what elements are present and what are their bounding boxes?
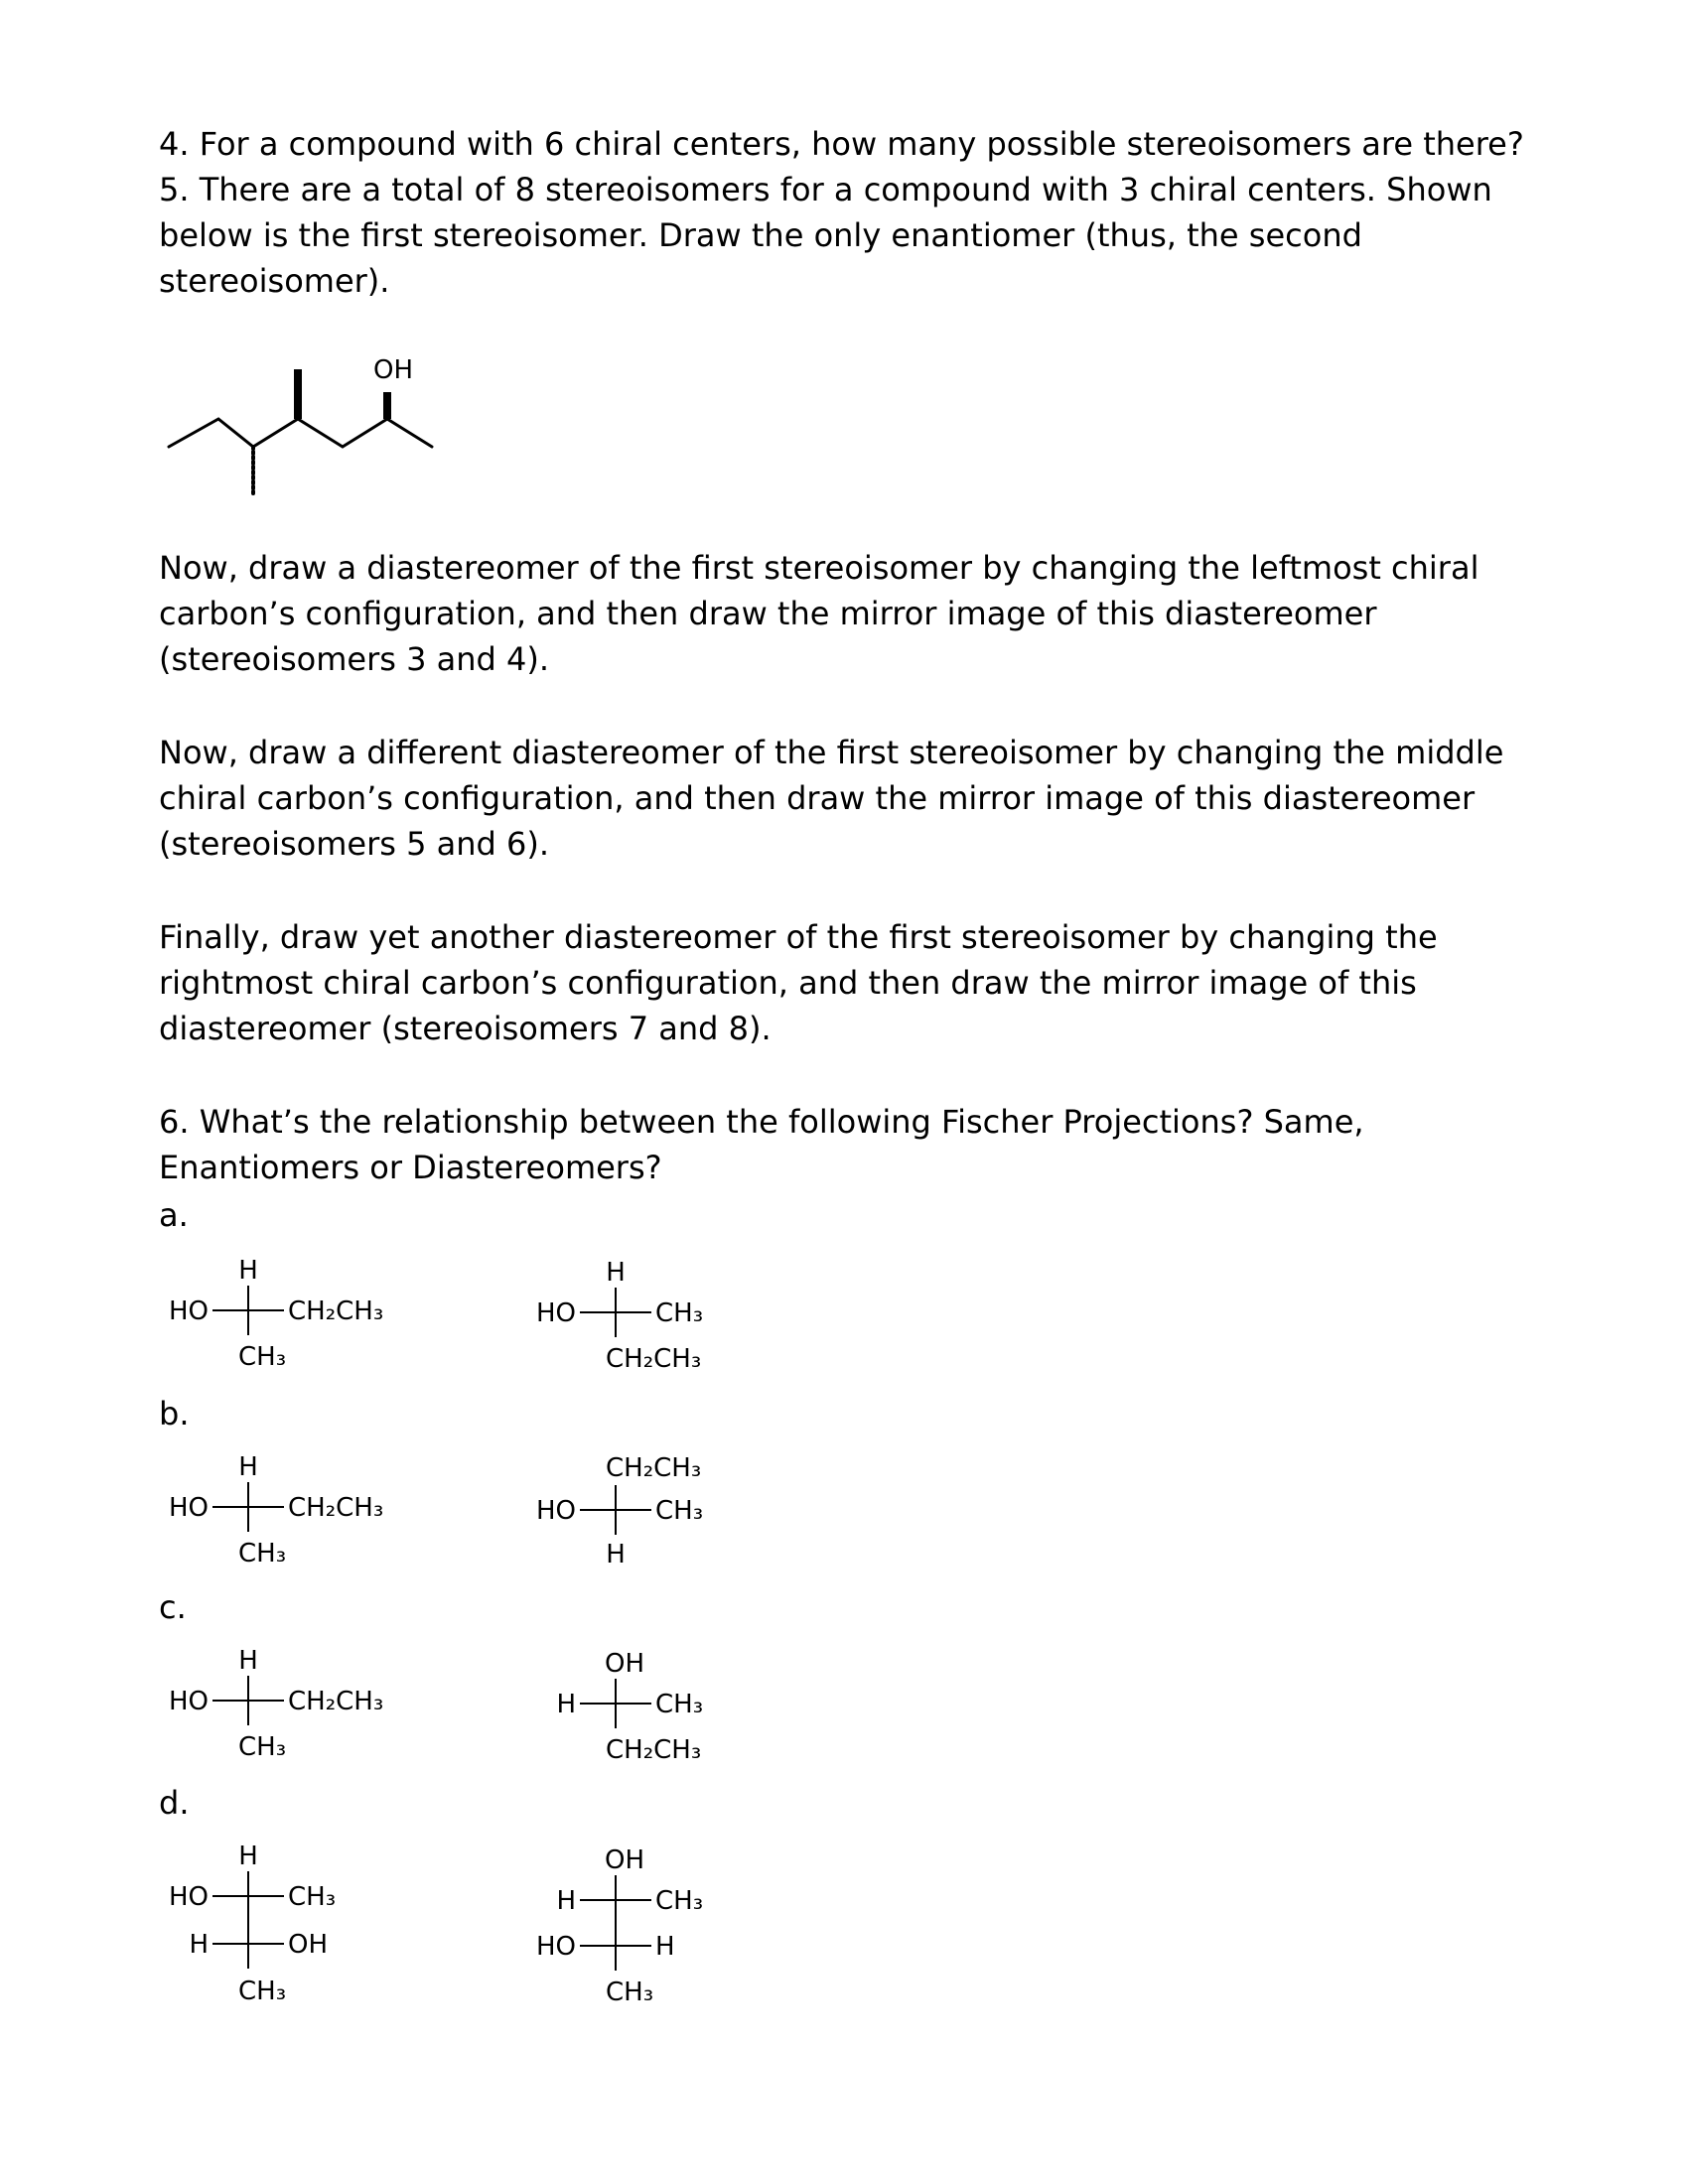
question-4-text: 4. For a compound with 6 chiral centers, how many possible stereoisomers are there? (159, 125, 1524, 163)
fischer-a-left-bottom: CH₃ (238, 1342, 287, 1372)
carbon-chain (169, 419, 432, 447)
paragraph-leftmost-line-1: Now, draw a diastereomer of the first stereoisomer by changing the leftmost chiral (159, 549, 1479, 587)
fischer-a-left (168, 1256, 384, 1372)
paragraph-middle-line-3: (stereoisomers 5 and 6). (159, 825, 550, 863)
fischer-b-right-bottom: H (606, 1540, 626, 1570)
fischer-a-right (535, 1258, 704, 1374)
fischer-d-left-right2: OH (288, 1930, 329, 1960)
fischer-a-left-right: CH₂CH₃ (288, 1297, 384, 1326)
fischer-c-left-top: H (238, 1646, 258, 1676)
question-6-line-1: 6. What’s the relationship between the following Fischer Projections? Same, (159, 1103, 1364, 1141)
fischer-c-right-right: CH₃ (655, 1690, 704, 1719)
fischer-c-left-left: HO (168, 1687, 209, 1716)
question-4 (159, 121, 1569, 304)
fischer-c-left-right: CH₂CH₃ (288, 1687, 384, 1716)
fischer-d-right-right2: H (655, 1932, 675, 1962)
fischer-c-left (168, 1646, 384, 1762)
paragraph-middle (159, 730, 1569, 867)
fischer-b-right (535, 1453, 704, 1570)
part-d-label: d. (159, 1784, 190, 1822)
paragraph-rightmost-line-2: rightmost chiral carbon’s configuration, and then draw the mirror image of this (159, 964, 1417, 1002)
part-a-label: a. (159, 1196, 189, 1234)
question-6-line-2: Enantiomers or Diastereomers? (159, 1149, 662, 1186)
question-5-line-2: below is the first stereoisomer. Draw the only enantiomer (thus, the second (159, 216, 1362, 254)
part-b-label: b. (159, 1395, 190, 1433)
question-6 (159, 1099, 1569, 1190)
fischer-a-right-top: H (606, 1258, 626, 1288)
fischer-d-right-left1: H (556, 1886, 576, 1916)
paragraph-leftmost-line-3: (stereoisomers 3 and 4). (159, 640, 550, 678)
fischer-d-right-top: OH (604, 1845, 645, 1875)
fischer-b-left (168, 1452, 384, 1569)
paragraph-rightmost-line-1: Finally, draw yet another diastereomer of the first stereoisomer by changing the (159, 918, 1438, 956)
paragraph-leftmost (159, 545, 1569, 682)
fischer-c-right-bottom: CH₂CH₃ (606, 1735, 702, 1765)
paragraph-middle-line-1: Now, draw a different diastereomer of the first stereoisomer by changing the middle (159, 734, 1504, 771)
fischer-d-left-top: H (238, 1842, 258, 1871)
fischer-b-left-left: HO (168, 1493, 209, 1523)
part-c-label: c. (159, 1588, 187, 1626)
fischer-d-left-right1: CH₃ (288, 1882, 337, 1912)
fischer-d-left-left1: HO (168, 1882, 209, 1912)
fischer-d-right (535, 1845, 704, 2007)
fischer-d-right-bottom: CH₃ (606, 1978, 654, 2007)
fischer-d-left-bottom: CH₃ (238, 1977, 287, 2006)
hydroxyl-label: OH (373, 355, 414, 385)
fischer-a-right-right: CH₃ (655, 1298, 704, 1328)
fischer-c-right-left: H (556, 1690, 576, 1719)
fischer-b-left-bottom: CH₃ (238, 1539, 287, 1569)
fischer-d-right-right1: CH₃ (655, 1886, 704, 1916)
fischer-c-right (556, 1649, 704, 1765)
paragraph-middle-line-2: chiral carbon’s configuration, and then draw the mirror image of this diastereomer (159, 779, 1476, 817)
fischer-c-right-top: OH (604, 1649, 645, 1679)
question-5-line-1: 5. There are a total of 8 stereoisomers for a compound with 3 chiral centers. Shown (159, 171, 1492, 208)
fischer-a-left-top: H (238, 1256, 258, 1286)
fischer-a-left-left: HO (168, 1297, 209, 1326)
skeletal-molecule (149, 347, 447, 516)
fischer-d-left (168, 1842, 337, 2006)
paragraph-rightmost (159, 914, 1569, 1051)
fischer-b-left-right: CH₂CH₃ (288, 1493, 384, 1523)
paragraph-rightmost-line-3: diastereomer (stereoisomers 7 and 8). (159, 1010, 772, 1047)
fischer-d-left-left2: H (189, 1930, 209, 1960)
question-5-line-3: stereoisomer). (159, 262, 390, 300)
fischer-a-right-left: HO (535, 1298, 576, 1328)
fischer-a-right-bottom: CH₂CH₃ (606, 1344, 702, 1374)
paragraph-leftmost-line-2: carbon’s configuration, and then draw the mirror image of this diastereomer (159, 595, 1377, 632)
fischer-b-left-top: H (238, 1452, 258, 1482)
fischer-b-right-top: CH₂CH₃ (606, 1453, 702, 1483)
fischer-d-right-left2: HO (535, 1932, 576, 1962)
fischer-c-left-bottom: CH₃ (238, 1732, 287, 1762)
fischer-b-right-left: HO (535, 1496, 576, 1526)
fischer-b-right-right: CH₃ (655, 1496, 704, 1526)
